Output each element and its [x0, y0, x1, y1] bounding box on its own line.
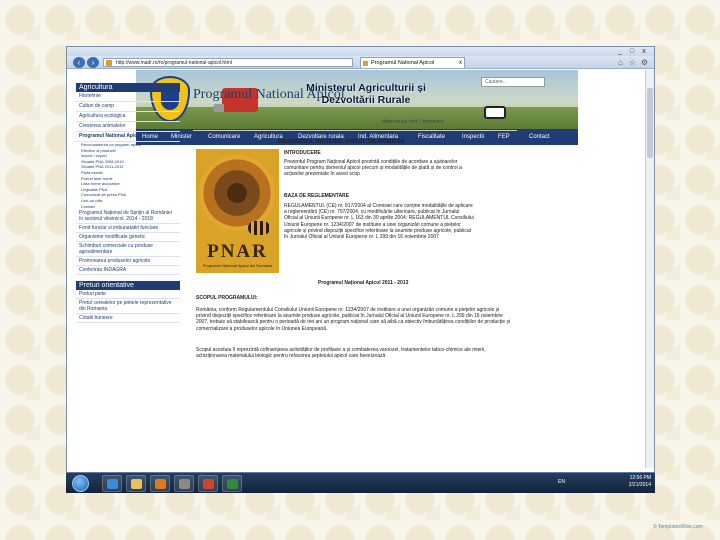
favorites-star-icon[interactable]: ☆ [628, 58, 637, 67]
powerpoint-icon [203, 479, 214, 489]
sidebar-subitem[interactable]: Efective si productii [81, 147, 116, 153]
taskbar-explorer[interactable] [126, 475, 146, 492]
menu-dezvoltare-rurala[interactable]: Dezvoltare rurala [298, 134, 344, 140]
sidebar-item[interactable]: Culturi de camp [76, 102, 180, 112]
menu-fiscalitate[interactable]: Fiscalitate [418, 134, 446, 140]
taskbar-excel[interactable] [222, 475, 242, 492]
back-arrow-icon[interactable]: ‹ [73, 57, 85, 68]
pnar-logo [196, 149, 279, 273]
folder-icon [131, 479, 142, 489]
sidebar-item[interactable]: Cresterea animalelor [76, 122, 180, 132]
sidebar-subitem[interactable]: Link-uri utile [81, 197, 103, 203]
sidebar-subitem[interactable]: Preturi mier medii [81, 175, 113, 181]
sidebar-item[interactable]: Cotatii bursiere [76, 314, 180, 323]
menu-comunicare[interactable]: Comunicare [208, 134, 241, 140]
field-hill [136, 107, 578, 129]
baza-text: REGULAMENTUL (CE) nr. 917/2004 al Comisiei care conține modalitățile de aplicare a reglementării (CE) nr. 797/2004, cu modificările ulterioare, publicat în Jurnalul Oficial al Uniunii Europene nr. L 163 din 30 aprilie 2004; REGULAMENTUL Consiliului Uniunii Europene nr. 1234/2007 de instituire a unei organizări comune a piețelor agricole și privind dispoziții specifice referitoare la anumite produse agricole, publicat în Jurnalul Oficial al Uniunii Europene nr. L 299 din 16 noiembrie 2007 [284, 203, 474, 241]
menu-inspectii[interactable]: Inspectii [462, 134, 485, 140]
menu-contact[interactable]: Contact [529, 134, 550, 140]
taskbar-ie[interactable] [102, 475, 122, 492]
sidebar-item[interactable]: Fond funciar si imbunatatiri funciare [76, 224, 180, 233]
pnar-logo-subtitle: Programul National Apicol din Romania [202, 263, 273, 268]
sidebar-title-2: Preturi orientative [76, 281, 180, 290]
system-clock[interactable] [629, 475, 651, 489]
scrollbar-thumb[interactable] [647, 88, 653, 158]
sidebar-subitem[interactable]: Situatie PNA 2011-2013 [81, 164, 124, 170]
taskbar-app[interactable] [174, 475, 194, 492]
sidebar-item[interactable]: Pretul cerealelor pe pietele reprezentative din Romania [76, 299, 180, 314]
menu-fep[interactable]: FEP [498, 134, 510, 140]
tab-title: Programul National Apicol [371, 60, 435, 66]
home-icon[interactable]: ⌂ [618, 58, 623, 67]
article-heading: PROGRAMUL NAȚIONAL APICOL DIN ROMÂNIA [278, 139, 405, 145]
sidebar-item-current[interactable]: Programul National Apicol [76, 132, 180, 142]
tools-gear-icon[interactable]: ⚙ [640, 58, 649, 67]
sidebar-item[interactable]: Fitotehnie [76, 92, 180, 102]
menu-ind-alimentara[interactable]: Ind. Alimentara [358, 134, 399, 140]
intro-heading: INTRODUCERE [284, 150, 321, 156]
maximize-button[interactable]: □ [629, 48, 635, 55]
vertical-scrollbar[interactable] [645, 70, 654, 468]
sidebar-subitem[interactable]: Situatie PNA 2008-2010 [81, 158, 124, 164]
language-indicator[interactable]: EN [558, 479, 565, 485]
menu-agricultura[interactable]: Agricultura [254, 134, 283, 140]
forward-arrow-icon[interactable]: › [87, 57, 99, 68]
baza-heading: BAZA DE REGLEMENTARE [284, 193, 349, 199]
sidebar-subitem[interactable]: Comunicat de presa PNA [81, 192, 127, 198]
scope-text-2: Scopul acestuia îl reprezintă cofinanțarea activităților de profilaxie a și combaterea varoozei, tratamentelor tabco-chimice ale mierii, achiziționarea materialului biologic pentru refacerea șeptelului apicol care favorizează [196, 347, 486, 360]
sidebar-subitem[interactable]: Contact [81, 203, 95, 209]
sidebar-item[interactable]: Organisme modificate genetic [76, 233, 180, 242]
sidebar-subitem[interactable]: Legislatie PNA [81, 186, 108, 192]
menu-home[interactable]: Home [142, 134, 159, 140]
sidebar-title: Agricultura [76, 83, 180, 92]
sidebar-item[interactable]: Agricultura ecologica [76, 112, 180, 122]
sidebar-item[interactable]: Preturi piete [76, 290, 180, 299]
browser-tab[interactable] [360, 57, 465, 68]
sidebar-subitem[interactable]: Recunoasterea ca program apicol [81, 142, 142, 147]
pnar-logo-text: PNAR [207, 241, 268, 262]
search-input[interactable]: Cautare... [481, 77, 545, 87]
sidebar [76, 83, 180, 323]
browser-navbar [67, 56, 654, 69]
cow-image [484, 106, 506, 119]
divider [193, 130, 517, 131]
ie-icon [107, 479, 118, 489]
clock-time: 12:56 PM [629, 475, 651, 481]
sidebar-item[interactable]: Promovarea produselor agricole [76, 257, 180, 266]
sunflower-image [199, 155, 275, 231]
clock-date: 2/21/2014 [628, 482, 651, 488]
bee-icon [248, 221, 270, 235]
scope-heading: SCOPUL PROGRAMULUI: [196, 295, 258, 301]
menu-minister[interactable]: Minister [171, 134, 193, 140]
sidebar-subitem[interactable]: Import / export [81, 153, 107, 159]
intro-text: Prezentul Program Național Apicol prezintă condițiile de acordare a ajutoarelor comunitare pentru domeniul apicol precum și modalitățile de plată și de control a acțiunilor prezentate în acest scop [284, 159, 462, 178]
sidebar-item[interactable]: Schimburi comerciale cu produse agroalimentare [76, 242, 180, 257]
page-title: Programul National Apicol [193, 87, 345, 102]
app-icon [179, 479, 190, 489]
taskbar-powerpoint[interactable] [198, 475, 218, 492]
address-bar[interactable] [103, 58, 353, 67]
address-url: http://www.madr.ro/ro/programul-national-apicol.html [116, 60, 232, 66]
sidebar-item[interactable]: Conferinta INDAGRA [76, 266, 180, 275]
sidebar-item[interactable]: Programul Național de Sprijin al României în sectorul vitivinicol, 2014 - 2018 [76, 209, 180, 224]
site-favicon-icon [106, 60, 112, 66]
scope-text: România, conform Regulamentului Consiliului Uniunii Europene nr. 1234/2007 de instituire a unei organizări comune a piețelor agricole și privind dispoziții specifice referitoare la anumite produse agricole, publicat în Jurnalul Oficial al Uniunii Europene nr. L 299 din 16 noiembrie 2007, trebuie să stabilească pentru o perioadă de trei ani un program național care să aibă ca obiectiv îmbunătățirea condițiilor de producție și comercializare a produselor apicole în Uniunea Europeană. [196, 307, 511, 332]
sidebar-subitem[interactable]: Piata mierlei [81, 169, 104, 175]
program-period-heading: Programul Național Apicol 2011 - 2013 [318, 280, 409, 286]
close-window-button[interactable]: x [642, 48, 646, 55]
font-size-print-tools[interactable]: dimensiune font | Imprimare [382, 119, 444, 125]
tab-close-icon[interactable]: x [459, 60, 462, 66]
excel-icon [227, 479, 238, 489]
taskbar-media[interactable] [150, 475, 170, 492]
copyright-text: © TemplatesWise.com [653, 524, 703, 530]
minimize-button[interactable]: _ [618, 48, 622, 55]
tab-favicon-icon [363, 61, 368, 66]
sidebar-subitem[interactable]: Lista forme asociative [81, 181, 120, 187]
start-button[interactable] [72, 475, 89, 492]
ministry-title: Ministerul Agriculturii și Dezvoltării Rurale [306, 82, 426, 106]
windows-taskbar [66, 472, 655, 493]
window-titlebar [67, 47, 654, 56]
media-player-icon [155, 479, 166, 489]
